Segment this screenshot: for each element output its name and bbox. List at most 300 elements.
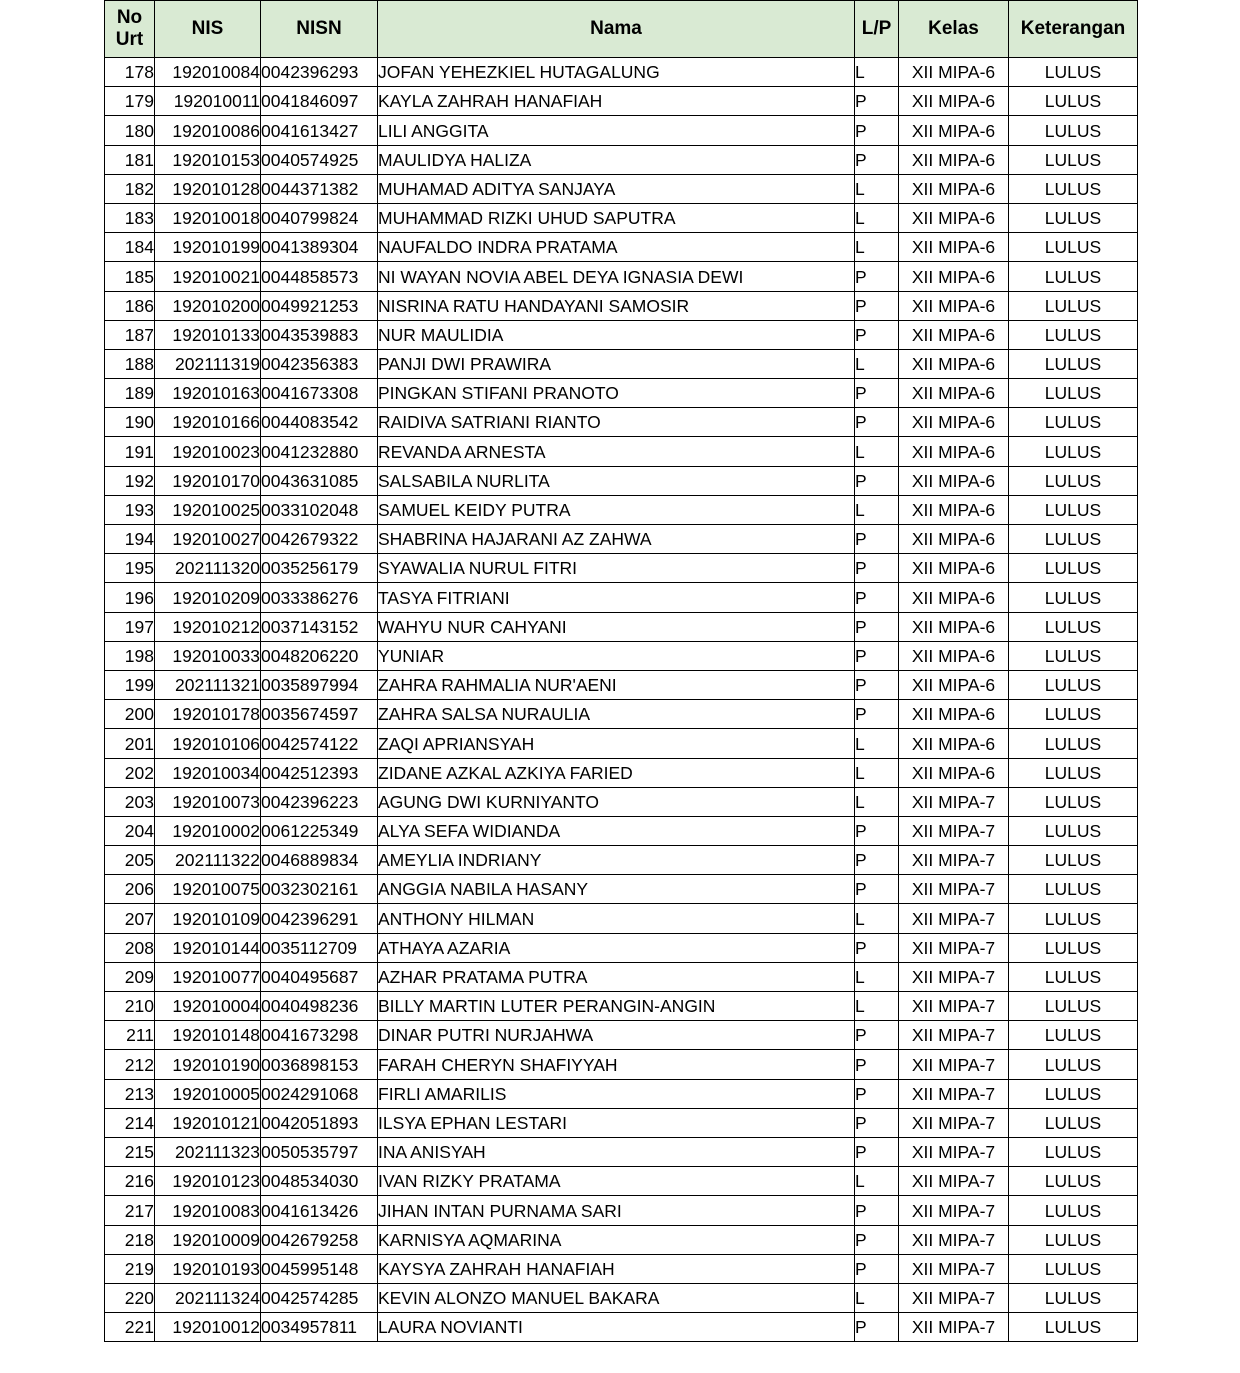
cell-nisn: 0041613427 xyxy=(261,116,378,145)
cell-nisn: 0042574285 xyxy=(261,1283,378,1312)
cell-nisn: 0040799824 xyxy=(261,203,378,232)
table-row xyxy=(105,641,1138,670)
cell-nis: 202111322 xyxy=(155,846,261,875)
cell-no-urt: 199 xyxy=(105,670,155,699)
table-row xyxy=(105,787,1138,816)
cell-keterangan: LULUS xyxy=(1009,933,1138,962)
cell-nama: PANJI DWI PRAWIRA xyxy=(378,349,855,378)
cell-no-urt: 206 xyxy=(105,875,155,904)
cell-lp: P xyxy=(855,1313,899,1342)
cell-nisn: 0044858573 xyxy=(261,262,378,291)
cell-kelas: XII MIPA-6 xyxy=(899,525,1009,554)
cell-nis: 192010005 xyxy=(155,1079,261,1108)
cell-nis: 192010009 xyxy=(155,1225,261,1254)
cell-nis: 202111321 xyxy=(155,670,261,699)
cell-keterangan: LULUS xyxy=(1009,379,1138,408)
cell-lp: L xyxy=(855,904,899,933)
table-row xyxy=(105,904,1138,933)
cell-nisn: 0043539883 xyxy=(261,320,378,349)
cell-lp: P xyxy=(855,700,899,729)
table-row xyxy=(105,612,1138,641)
cell-nisn: 0042396291 xyxy=(261,904,378,933)
cell-nis: 192010133 xyxy=(155,320,261,349)
table-row xyxy=(105,1137,1138,1166)
cell-lp: P xyxy=(855,262,899,291)
cell-kelas: XII MIPA-7 xyxy=(899,1167,1009,1196)
cell-nis: 192010170 xyxy=(155,466,261,495)
cell-kelas: XII MIPA-6 xyxy=(899,612,1009,641)
cell-keterangan: LULUS xyxy=(1009,1283,1138,1312)
cell-kelas: XII MIPA-7 xyxy=(899,1254,1009,1283)
table-row xyxy=(105,583,1138,612)
cell-nisn: 0048534030 xyxy=(261,1167,378,1196)
cell-lp: P xyxy=(855,1021,899,1050)
cell-nisn: 0036898153 xyxy=(261,1050,378,1079)
cell-lp: L xyxy=(855,203,899,232)
header-no-line2: Urt xyxy=(115,29,144,50)
cell-nama: ZIDANE AZKAL AZKIYA FARIED xyxy=(378,758,855,787)
cell-no-urt: 195 xyxy=(105,554,155,583)
cell-nis: 192010200 xyxy=(155,291,261,320)
table-row xyxy=(105,1167,1138,1196)
table-row xyxy=(105,262,1138,291)
cell-nis: 192010033 xyxy=(155,641,261,670)
cell-nama: FIRLI AMARILIS xyxy=(378,1079,855,1108)
cell-nama: LILI ANGGITA xyxy=(378,116,855,145)
cell-lp: L xyxy=(855,992,899,1021)
cell-kelas: XII MIPA-7 xyxy=(899,1137,1009,1166)
table-body xyxy=(105,58,1138,1342)
cell-nama: ILSYA EPHAN LESTARI xyxy=(378,1108,855,1137)
cell-nisn: 0035674597 xyxy=(261,700,378,729)
cell-nis: 192010178 xyxy=(155,700,261,729)
cell-nis: 192010034 xyxy=(155,758,261,787)
cell-keterangan: LULUS xyxy=(1009,1050,1138,1079)
student-table xyxy=(104,0,1138,1342)
cell-lp: P xyxy=(855,525,899,554)
cell-kelas: XII MIPA-7 xyxy=(899,992,1009,1021)
cell-lp: P xyxy=(855,291,899,320)
cell-no-urt: 221 xyxy=(105,1313,155,1342)
cell-kelas: XII MIPA-6 xyxy=(899,583,1009,612)
cell-nama: AGUNG DWI KURNIYANTO xyxy=(378,787,855,816)
cell-no-urt: 188 xyxy=(105,349,155,378)
cell-kelas: XII MIPA-6 xyxy=(899,670,1009,699)
cell-lp: P xyxy=(855,1079,899,1108)
cell-nama: AZHAR PRATAMA PUTRA xyxy=(378,962,855,991)
cell-nama: PINGKAN STIFANI PRANOTO xyxy=(378,379,855,408)
cell-nama: JOFAN YEHEZKIEL HUTAGALUNG xyxy=(378,58,855,87)
cell-kelas: XII MIPA-7 xyxy=(899,846,1009,875)
cell-kelas: XII MIPA-6 xyxy=(899,233,1009,262)
table-row xyxy=(105,349,1138,378)
cell-no-urt: 212 xyxy=(105,1050,155,1079)
cell-kelas: XII MIPA-6 xyxy=(899,758,1009,787)
header-nisn: NISN xyxy=(261,1,378,58)
cell-nama: MUHAMAD ADITYA SANJAYA xyxy=(378,174,855,203)
cell-no-urt: 202 xyxy=(105,758,155,787)
table-row xyxy=(105,145,1138,174)
cell-nisn: 0042356383 xyxy=(261,349,378,378)
cell-no-urt: 184 xyxy=(105,233,155,262)
cell-lp: P xyxy=(855,554,899,583)
cell-kelas: XII MIPA-7 xyxy=(899,1283,1009,1312)
table-row xyxy=(105,1254,1138,1283)
cell-lp: L xyxy=(855,174,899,203)
cell-nis: 192010106 xyxy=(155,729,261,758)
cell-no-urt: 193 xyxy=(105,495,155,524)
cell-no-urt: 213 xyxy=(105,1079,155,1108)
cell-kelas: XII MIPA-6 xyxy=(899,116,1009,145)
cell-kelas: XII MIPA-6 xyxy=(899,641,1009,670)
cell-nama: AMEYLIA INDRIANY xyxy=(378,846,855,875)
cell-no-urt: 204 xyxy=(105,816,155,845)
cell-lp: L xyxy=(855,962,899,991)
cell-keterangan: LULUS xyxy=(1009,262,1138,291)
cell-nis: 192010075 xyxy=(155,875,261,904)
table-row xyxy=(105,379,1138,408)
cell-kelas: XII MIPA-7 xyxy=(899,1021,1009,1050)
cell-nama: KAYLA ZAHRAH HANAFIAH xyxy=(378,87,855,116)
cell-nis: 192010148 xyxy=(155,1021,261,1050)
cell-lp: P xyxy=(855,933,899,962)
cell-kelas: XII MIPA-6 xyxy=(899,729,1009,758)
cell-nama: JIHAN INTAN PURNAMA SARI xyxy=(378,1196,855,1225)
cell-nama: KEVIN ALONZO MANUEL BAKARA xyxy=(378,1283,855,1312)
cell-nisn: 0032302161 xyxy=(261,875,378,904)
cell-nis: 192010193 xyxy=(155,1254,261,1283)
cell-keterangan: LULUS xyxy=(1009,320,1138,349)
cell-kelas: XII MIPA-7 xyxy=(899,1225,1009,1254)
cell-nama: NUR MAULIDIA xyxy=(378,320,855,349)
cell-no-urt: 208 xyxy=(105,933,155,962)
cell-no-urt: 201 xyxy=(105,729,155,758)
cell-lp: P xyxy=(855,379,899,408)
cell-nama: ANGGIA NABILA HASANY xyxy=(378,875,855,904)
cell-nama: LAURA NOVIANTI xyxy=(378,1313,855,1342)
cell-kelas: XII MIPA-6 xyxy=(899,203,1009,232)
table-row xyxy=(105,729,1138,758)
cell-nisn: 0042396293 xyxy=(261,58,378,87)
cell-kelas: XII MIPA-7 xyxy=(899,933,1009,962)
cell-nis: 192010077 xyxy=(155,962,261,991)
header-kelas: Kelas xyxy=(899,1,1009,58)
cell-no-urt: 210 xyxy=(105,992,155,1021)
cell-nisn: 0033386276 xyxy=(261,583,378,612)
cell-nisn: 0050535797 xyxy=(261,1137,378,1166)
cell-kelas: XII MIPA-7 xyxy=(899,875,1009,904)
cell-nama: KARNISYA AQMARINA xyxy=(378,1225,855,1254)
cell-nama: YUNIAR xyxy=(378,641,855,670)
cell-keterangan: LULUS xyxy=(1009,466,1138,495)
cell-no-urt: 180 xyxy=(105,116,155,145)
cell-nama: ATHAYA AZARIA xyxy=(378,933,855,962)
table-row xyxy=(105,1313,1138,1342)
cell-nis: 192010199 xyxy=(155,233,261,262)
cell-keterangan: LULUS xyxy=(1009,758,1138,787)
cell-kelas: XII MIPA-6 xyxy=(899,174,1009,203)
cell-nama: REVANDA ARNESTA xyxy=(378,437,855,466)
cell-keterangan: LULUS xyxy=(1009,875,1138,904)
cell-kelas: XII MIPA-6 xyxy=(899,262,1009,291)
cell-nisn: 0042051893 xyxy=(261,1108,378,1137)
cell-keterangan: LULUS xyxy=(1009,787,1138,816)
table-row xyxy=(105,554,1138,583)
cell-nis: 202111319 xyxy=(155,349,261,378)
cell-nama: MUHAMMAD RIZKI UHUD SAPUTRA xyxy=(378,203,855,232)
cell-nama: SALSABILA NURLITA xyxy=(378,466,855,495)
cell-lp: P xyxy=(855,145,899,174)
cell-no-urt: 214 xyxy=(105,1108,155,1137)
cell-nisn: 0040574925 xyxy=(261,145,378,174)
cell-nisn: 0061225349 xyxy=(261,816,378,845)
cell-keterangan: LULUS xyxy=(1009,408,1138,437)
cell-lp: P xyxy=(855,320,899,349)
cell-lp: L xyxy=(855,787,899,816)
cell-no-urt: 190 xyxy=(105,408,155,437)
cell-nis: 192010073 xyxy=(155,787,261,816)
cell-nis: 192010027 xyxy=(155,525,261,554)
cell-no-urt: 187 xyxy=(105,320,155,349)
cell-lp: L xyxy=(855,58,899,87)
cell-no-urt: 183 xyxy=(105,203,155,232)
cell-keterangan: LULUS xyxy=(1009,1021,1138,1050)
table-row xyxy=(105,437,1138,466)
cell-no-urt: 198 xyxy=(105,641,155,670)
cell-keterangan: LULUS xyxy=(1009,87,1138,116)
cell-kelas: XII MIPA-7 xyxy=(899,787,1009,816)
cell-kelas: XII MIPA-6 xyxy=(899,87,1009,116)
cell-no-urt: 218 xyxy=(105,1225,155,1254)
cell-nis: 192010121 xyxy=(155,1108,261,1137)
cell-keterangan: LULUS xyxy=(1009,554,1138,583)
cell-lp: P xyxy=(855,466,899,495)
cell-keterangan: LULUS xyxy=(1009,1108,1138,1137)
table-row xyxy=(105,875,1138,904)
cell-lp: P xyxy=(855,1254,899,1283)
cell-nisn: 0035897994 xyxy=(261,670,378,699)
cell-keterangan: LULUS xyxy=(1009,203,1138,232)
table-row xyxy=(105,233,1138,262)
cell-keterangan: LULUS xyxy=(1009,1313,1138,1342)
cell-keterangan: LULUS xyxy=(1009,495,1138,524)
cell-keterangan: LULUS xyxy=(1009,1196,1138,1225)
cell-nama: RAIDIVA SATRIANI RIANTO xyxy=(378,408,855,437)
cell-no-urt: 181 xyxy=(105,145,155,174)
cell-kelas: XII MIPA-7 xyxy=(899,904,1009,933)
cell-nisn: 0042512393 xyxy=(261,758,378,787)
cell-no-urt: 194 xyxy=(105,525,155,554)
cell-kelas: XII MIPA-7 xyxy=(899,1313,1009,1342)
cell-nisn: 0041613426 xyxy=(261,1196,378,1225)
cell-nama: MAULIDYA HALIZA xyxy=(378,145,855,174)
cell-nisn: 0042679258 xyxy=(261,1225,378,1254)
cell-keterangan: LULUS xyxy=(1009,525,1138,554)
header-nis: NIS xyxy=(155,1,261,58)
cell-nis: 202111320 xyxy=(155,554,261,583)
header-row xyxy=(105,1,1138,58)
cell-keterangan: LULUS xyxy=(1009,145,1138,174)
cell-lp: L xyxy=(855,758,899,787)
cell-keterangan: LULUS xyxy=(1009,174,1138,203)
cell-lp: L xyxy=(855,495,899,524)
cell-keterangan: LULUS xyxy=(1009,846,1138,875)
cell-nama: NISRINA RATU HANDAYANI SAMOSIR xyxy=(378,291,855,320)
cell-nama: IVAN RIZKY PRATAMA xyxy=(378,1167,855,1196)
cell-nama: NAUFALDO INDRA PRATAMA xyxy=(378,233,855,262)
cell-no-urt: 182 xyxy=(105,174,155,203)
cell-keterangan: LULUS xyxy=(1009,1137,1138,1166)
cell-no-urt: 197 xyxy=(105,612,155,641)
cell-no-urt: 185 xyxy=(105,262,155,291)
table-row xyxy=(105,174,1138,203)
cell-kelas: XII MIPA-7 xyxy=(899,1050,1009,1079)
cell-nis: 192010025 xyxy=(155,495,261,524)
cell-nisn: 0041673308 xyxy=(261,379,378,408)
table-row xyxy=(105,992,1138,1021)
cell-nis: 192010153 xyxy=(155,145,261,174)
cell-nama: ZAHRA RAHMALIA NUR'AENI xyxy=(378,670,855,699)
header-no-urt xyxy=(105,1,155,58)
cell-keterangan: LULUS xyxy=(1009,700,1138,729)
cell-nisn: 0041232880 xyxy=(261,437,378,466)
cell-no-urt: 178 xyxy=(105,58,155,87)
cell-nama: ZAQI APRIANSYAH xyxy=(378,729,855,758)
cell-lp: L xyxy=(855,233,899,262)
cell-nis: 192010002 xyxy=(155,816,261,845)
cell-nisn: 0035256179 xyxy=(261,554,378,583)
cell-nis: 192010209 xyxy=(155,583,261,612)
cell-nis: 192010144 xyxy=(155,933,261,962)
cell-no-urt: 203 xyxy=(105,787,155,816)
table-row xyxy=(105,670,1138,699)
cell-nis: 192010023 xyxy=(155,437,261,466)
cell-lp: L xyxy=(855,729,899,758)
cell-nisn: 0037143152 xyxy=(261,612,378,641)
header-nama: Nama xyxy=(378,1,855,58)
cell-no-urt: 216 xyxy=(105,1167,155,1196)
table-row xyxy=(105,408,1138,437)
table-row xyxy=(105,1225,1138,1254)
cell-nama: FARAH CHERYN SHAFIYYAH xyxy=(378,1050,855,1079)
cell-keterangan: LULUS xyxy=(1009,904,1138,933)
cell-keterangan: LULUS xyxy=(1009,1079,1138,1108)
cell-keterangan: LULUS xyxy=(1009,583,1138,612)
cell-nis: 192010021 xyxy=(155,262,261,291)
cell-keterangan: LULUS xyxy=(1009,233,1138,262)
cell-nisn: 0034957811 xyxy=(261,1313,378,1342)
cell-nisn: 0048206220 xyxy=(261,641,378,670)
cell-nama: ALYA SEFA WIDIANDA xyxy=(378,816,855,845)
cell-nisn: 0046889834 xyxy=(261,846,378,875)
cell-kelas: XII MIPA-6 xyxy=(899,291,1009,320)
cell-kelas: XII MIPA-7 xyxy=(899,962,1009,991)
cell-kelas: XII MIPA-6 xyxy=(899,349,1009,378)
cell-nama: INA ANISYAH xyxy=(378,1137,855,1166)
cell-nis: 192010166 xyxy=(155,408,261,437)
table-header xyxy=(105,1,1138,58)
table-row xyxy=(105,1283,1138,1312)
cell-nisn: 0042574122 xyxy=(261,729,378,758)
cell-nis: 192010086 xyxy=(155,116,261,145)
cell-no-urt: 220 xyxy=(105,1283,155,1312)
cell-lp: P xyxy=(855,670,899,699)
cell-nis: 192010004 xyxy=(155,992,261,1021)
cell-kelas: XII MIPA-6 xyxy=(899,437,1009,466)
cell-lp: P xyxy=(855,641,899,670)
cell-no-urt: 196 xyxy=(105,583,155,612)
cell-nama: NI WAYAN NOVIA ABEL DEYA IGNASIA DEWI xyxy=(378,262,855,291)
cell-nisn: 0044083542 xyxy=(261,408,378,437)
table-row xyxy=(105,962,1138,991)
table-row xyxy=(105,1050,1138,1079)
cell-keterangan: LULUS xyxy=(1009,349,1138,378)
cell-kelas: XII MIPA-6 xyxy=(899,408,1009,437)
cell-kelas: XII MIPA-6 xyxy=(899,320,1009,349)
cell-nama: DINAR PUTRI NURJAHWA xyxy=(378,1021,855,1050)
cell-kelas: XII MIPA-6 xyxy=(899,466,1009,495)
table-row xyxy=(105,1079,1138,1108)
cell-no-urt: 179 xyxy=(105,87,155,116)
cell-no-urt: 186 xyxy=(105,291,155,320)
cell-nama: SYAWALIA NURUL FITRI xyxy=(378,554,855,583)
cell-kelas: XII MIPA-6 xyxy=(899,554,1009,583)
cell-nis: 192010012 xyxy=(155,1313,261,1342)
cell-no-urt: 211 xyxy=(105,1021,155,1050)
cell-no-urt: 215 xyxy=(105,1137,155,1166)
table-row xyxy=(105,291,1138,320)
cell-lp: P xyxy=(855,846,899,875)
cell-no-urt: 207 xyxy=(105,904,155,933)
cell-no-urt: 192 xyxy=(105,466,155,495)
table-row xyxy=(105,1196,1138,1225)
cell-nis: 192010084 xyxy=(155,58,261,87)
cell-nisn: 0024291068 xyxy=(261,1079,378,1108)
cell-lp: L xyxy=(855,1283,899,1312)
cell-lp: P xyxy=(855,116,899,145)
table-row xyxy=(105,846,1138,875)
cell-keterangan: LULUS xyxy=(1009,1225,1138,1254)
cell-nis: 192010083 xyxy=(155,1196,261,1225)
cell-nama: SHABRINA HAJARANI AZ ZAHWA xyxy=(378,525,855,554)
cell-nisn: 0045995148 xyxy=(261,1254,378,1283)
table-row xyxy=(105,1108,1138,1137)
header-keterangan: Keterangan xyxy=(1009,1,1138,58)
cell-keterangan: LULUS xyxy=(1009,992,1138,1021)
cell-lp: P xyxy=(855,816,899,845)
cell-keterangan: LULUS xyxy=(1009,291,1138,320)
cell-lp: L xyxy=(855,349,899,378)
header-no-line1: No xyxy=(116,7,143,28)
cell-nis: 192010163 xyxy=(155,379,261,408)
table-row xyxy=(105,933,1138,962)
cell-nisn: 0041673298 xyxy=(261,1021,378,1050)
cell-keterangan: LULUS xyxy=(1009,612,1138,641)
table-row xyxy=(105,700,1138,729)
cell-keterangan: LULUS xyxy=(1009,641,1138,670)
cell-nis: 202111323 xyxy=(155,1137,261,1166)
cell-nisn: 0043631085 xyxy=(261,466,378,495)
cell-nama: SAMUEL KEIDY PUTRA xyxy=(378,495,855,524)
cell-kelas: XII MIPA-7 xyxy=(899,816,1009,845)
cell-no-urt: 219 xyxy=(105,1254,155,1283)
cell-no-urt: 191 xyxy=(105,437,155,466)
cell-nis: 192010190 xyxy=(155,1050,261,1079)
cell-keterangan: LULUS xyxy=(1009,116,1138,145)
cell-kelas: XII MIPA-6 xyxy=(899,379,1009,408)
cell-nisn: 0040495687 xyxy=(261,962,378,991)
cell-keterangan: LULUS xyxy=(1009,1254,1138,1283)
